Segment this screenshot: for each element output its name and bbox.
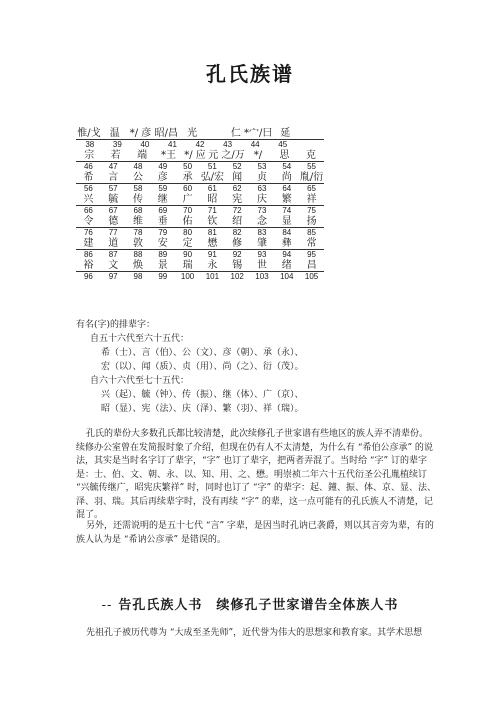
generation-char-cell: 温 [109,128,120,139]
generation-char-cell: 佑 [182,216,193,227]
generation-number-cell: 68 [133,206,143,215]
generation-number-cell: 46 [83,162,93,171]
names-heading: 有名(字)的排辈字： [76,320,156,330]
section-title [0,594,500,613]
generation-number-cell: 74 [282,206,292,215]
generation-number-cell: 38 [85,140,95,149]
generation-row-numbers [76,271,324,282]
generation-number-cell: 80 [183,228,193,237]
generation-char-cell: 弘/宏 [200,172,225,183]
names-line-3: 兴（起）、毓（钟）、传（振）、继（体）、广（京）、 [101,390,304,400]
generation-number-cell: 71 [207,206,217,215]
section-dash: -- [101,598,113,613]
generation-number-cell: 63 [257,184,267,193]
generation-number-cell: 43 [223,140,233,149]
generation-char-cell: 贞 [256,172,267,183]
generation-char-cell: 光 [187,128,198,139]
generation-char-cell: 定 [182,238,193,249]
generation-number-cell: 101 [205,272,220,281]
generation-row-numbers [76,249,324,260]
generation-char-cell: 祥 [306,194,317,205]
generation-number-cell: 61 [207,184,217,193]
names-line-1: 希（士）、言（伯）、公（文）、彦（朝）、承（永）、 [101,348,304,358]
generation-table [76,128,324,282]
generation-char-cell: 昌 [306,260,317,271]
generation-char-cell: 安 [157,238,168,249]
generation-char-cell: 焕 [132,260,143,271]
generation-char-cell: 建 [83,238,94,249]
generation-number-cell: 94 [282,250,292,259]
generation-char-cell: *王 [161,150,177,161]
generation-number-cell: 65 [307,184,317,193]
generation-number-cell: 48 [133,162,143,171]
generation-number-cell: 104 [280,272,294,281]
generation-number-cell: 66 [83,206,93,215]
generation-char-cell: 承 [182,172,193,183]
generation-number-cell: 53 [257,162,267,171]
generation-number-cell: 92 [232,250,242,259]
generation-number-cell: 100 [180,272,195,281]
generation-char-cell: 延 [280,128,291,139]
generation-char-cell: 尚 [281,172,292,183]
generation-row-chars [76,238,324,249]
generation-number-cell: 58 [133,184,143,193]
generation-char-cell: 敦 [132,238,143,249]
paragraph-1: 孔氏的辈份大多数孔氏都比较清楚，此次续修孔子世家谱有些地区的族人弄不清辈份。续修办公室曾在发简报时象了介绍，但现在仍有人不太清楚，为什么有 “希伯公彦承” 的说法，其实是当时名字订了辈字，“字” 也订了辈字，把两者弄混了。当时给 “字” 订的辈字是：士、伯、文、朝、永、以、知、用、之、懋。明崇祯二年六十五代衍圣公孔胤植续订 “兴毓传继广，昭宪庆繁祥” 时，同时也订了 “字” 的辈字：起、鐘、振、体、京、显、法、泽、羽、瑞。其后再续辈字时，没有再续 “字” 的辈，这一点可能有的孔氏族人不清楚，记混了。 [76,429,436,520]
generation-number-cell: 75 [307,206,317,215]
generation-char-cell: 繁 [281,194,292,205]
generation-char-cell: 闻 [232,172,243,183]
generation-number-cell: 95 [307,250,317,259]
generation-number-cell: 76 [83,228,93,237]
generation-char-cell: 毓 [108,194,119,205]
generation-char-cell: 裕 [83,260,94,271]
generation-char-cell: 垂 [157,216,168,227]
generation-number-cell: 50 [183,162,193,171]
generation-char-cell: 德 [108,216,119,227]
generation-char-cell: 修 [232,238,243,249]
generation-row-chars [76,194,324,205]
generation-number-cell: 59 [158,184,168,193]
generation-number-cell: 105 [304,272,319,281]
generation-number-cell: 52 [232,162,242,171]
generation-row-numbers [76,183,324,194]
generation-char-cell: 念 [256,216,267,227]
generation-char-cell: 常 [306,238,317,249]
generation-number-cell: 90 [183,250,193,259]
generation-number-cell: 73 [257,206,267,215]
generation-row-chars [76,172,324,183]
generation-row-chars [76,150,324,161]
generation-number-cell: 39 [112,140,122,149]
generation-char-cell: */ 彦 [129,128,152,139]
generation-char-cell: 言 [108,172,119,183]
generation-char-cell: 文 [108,260,119,271]
names-sub-heading-2: 自六十六代至七十五代： [90,376,190,386]
generation-char-cell [298,128,324,139]
generation-number-cell [297,140,325,150]
generation-number-cell: 47 [108,162,118,171]
generation-number-cell: 42 [195,140,205,149]
page-title: 孔氏族谱 [206,62,294,86]
generation-number-cell: 96 [83,272,93,281]
generation-number-cell: 56 [83,184,93,193]
closing-paragraph: 先祖孔子被历代尊为 “大成至圣先师”，近代誉为伟大的思想家和教育家。其学术思想 [86,628,423,638]
generation-char-cell: */ [253,150,263,161]
generation-number-cell: 103 [255,272,269,281]
generation-number-cell: 55 [307,162,317,171]
generation-char-cell: 思 [279,150,290,161]
generation-number-cell: 44 [250,140,260,149]
generation-char-cell: */ 应 [184,150,206,161]
generation-row-chars [76,216,324,227]
generation-char-cell: 传 [132,194,143,205]
generation-char-cell: 扬 [306,216,317,227]
generation-row-numbers [76,161,324,172]
generation-number-cell: 93 [257,250,267,259]
generation-number-cell: 45 [278,140,288,149]
generation-char-cell [205,128,231,139]
generation-number-cell: 79 [158,228,168,237]
generation-number-cell: 57 [108,184,118,193]
generation-number-cell: 84 [282,228,292,237]
generation-number-cell: 40 [140,140,150,149]
generation-char-cell: 仁 *宀/曰 [230,128,273,139]
generation-char-cell: 继 [157,194,168,205]
generation-number-cell: 41 [168,140,177,149]
generation-char-cell: 肇 [256,238,267,249]
generation-number-cell: 86 [83,250,93,259]
generation-char-cell: 元 之/万 [208,150,245,161]
generation-char-cell: 瑞 [182,260,193,271]
names-line-2: 宏（以）、闻（质）、贞（用）、尚（之）、衍（茂）。 [101,362,304,372]
generation-number-cell: 70 [183,206,193,215]
generation-number-cell: 77 [108,228,118,237]
generation-char-cell: 惟/戈 [77,128,101,139]
generation-number-cell: 78 [133,228,143,237]
generation-number-cell: 51 [207,162,217,171]
generation-number-cell: 67 [108,206,118,215]
generation-char-cell: 胤/衍 [299,172,324,183]
generation-number-cell: 88 [133,250,143,259]
generation-number-cell: 87 [108,250,118,259]
generation-row-numbers [76,205,324,216]
names-line-4: 昭（显）、宪（法）、庆（泽）、繁（羽）、祥（瑞）。 [101,404,304,414]
generation-char-cell: 公 [132,172,143,183]
generation-number-cell: 64 [282,184,292,193]
generation-number-cell: 60 [183,184,193,193]
generation-row-numbers [76,227,324,238]
generation-number-cell: 72 [232,206,242,215]
generation-char-cell: 景 [157,260,168,271]
generation-char-cell: 彝 [281,238,292,249]
generation-char-cell: 世 [256,260,267,271]
generation-number-cell: 85 [307,228,317,237]
generation-number-cell: 97 [108,272,118,281]
generation-char-cell: 令 [83,216,94,227]
paragraph-2: 另外，还需说明的是五十七代 “言” 字辈，是因当时孔讷已袭爵，则以其言旁为辈，有的族人认为是 “希讷公彦承” 是错误的。 [76,521,434,545]
generation-char-cell: 道 [108,238,119,249]
generation-char-cell: 克 [305,150,316,161]
generation-char-cell: 钦 [207,216,218,227]
section-title-text: 告孔氏族人书 续修孔子世家谱告全体族人书 [118,598,399,613]
generation-row-chars [76,260,324,271]
generation-char-cell: 锡 [232,260,243,271]
generation-number-cell: 81 [207,228,217,237]
generation-number-cell: 49 [158,162,168,171]
generation-number-cell: 54 [282,162,292,171]
generation-char-cell: 永 [207,260,218,271]
generation-char-cell: 显 [281,216,292,227]
generation-number-cell: 82 [232,228,242,237]
generation-row-chars [76,128,324,139]
generation-char-cell: 昭/昌 [154,128,179,139]
generation-char-cell: 昭 [207,194,218,205]
generation-char-cell: 兴 [83,194,94,205]
generation-number-cell: 69 [158,206,168,215]
generation-number-cell: 62 [232,184,242,193]
generation-char-cell: 若 [110,150,121,161]
generation-char-cell: 绪 [281,260,292,271]
names-sub-heading-1: 自五十六代至六十五代： [90,334,190,344]
generation-char-cell: 广 [182,194,193,205]
generation-row-numbers [76,139,324,150]
generation-char-cell: 庆 [256,194,267,205]
generation-char-cell: 端 [137,150,148,161]
generation-number-cell: 89 [158,250,168,259]
generation-char-cell: 宗 [84,150,95,161]
generation-char-cell: 懋 [207,238,218,249]
generation-number-cell: 102 [230,272,244,281]
generation-char-cell: 宪 [232,194,243,205]
generation-number-cell: 83 [257,228,267,237]
generation-char-cell: 绍 [232,216,243,227]
generation-char-cell: 彦 [157,172,168,183]
generation-char-cell: 希 [83,172,94,183]
generation-number-cell: 91 [207,250,217,259]
generation-number-cell: 99 [158,272,168,281]
generation-char-cell: 维 [132,216,143,227]
generation-number-cell: 98 [133,272,143,281]
